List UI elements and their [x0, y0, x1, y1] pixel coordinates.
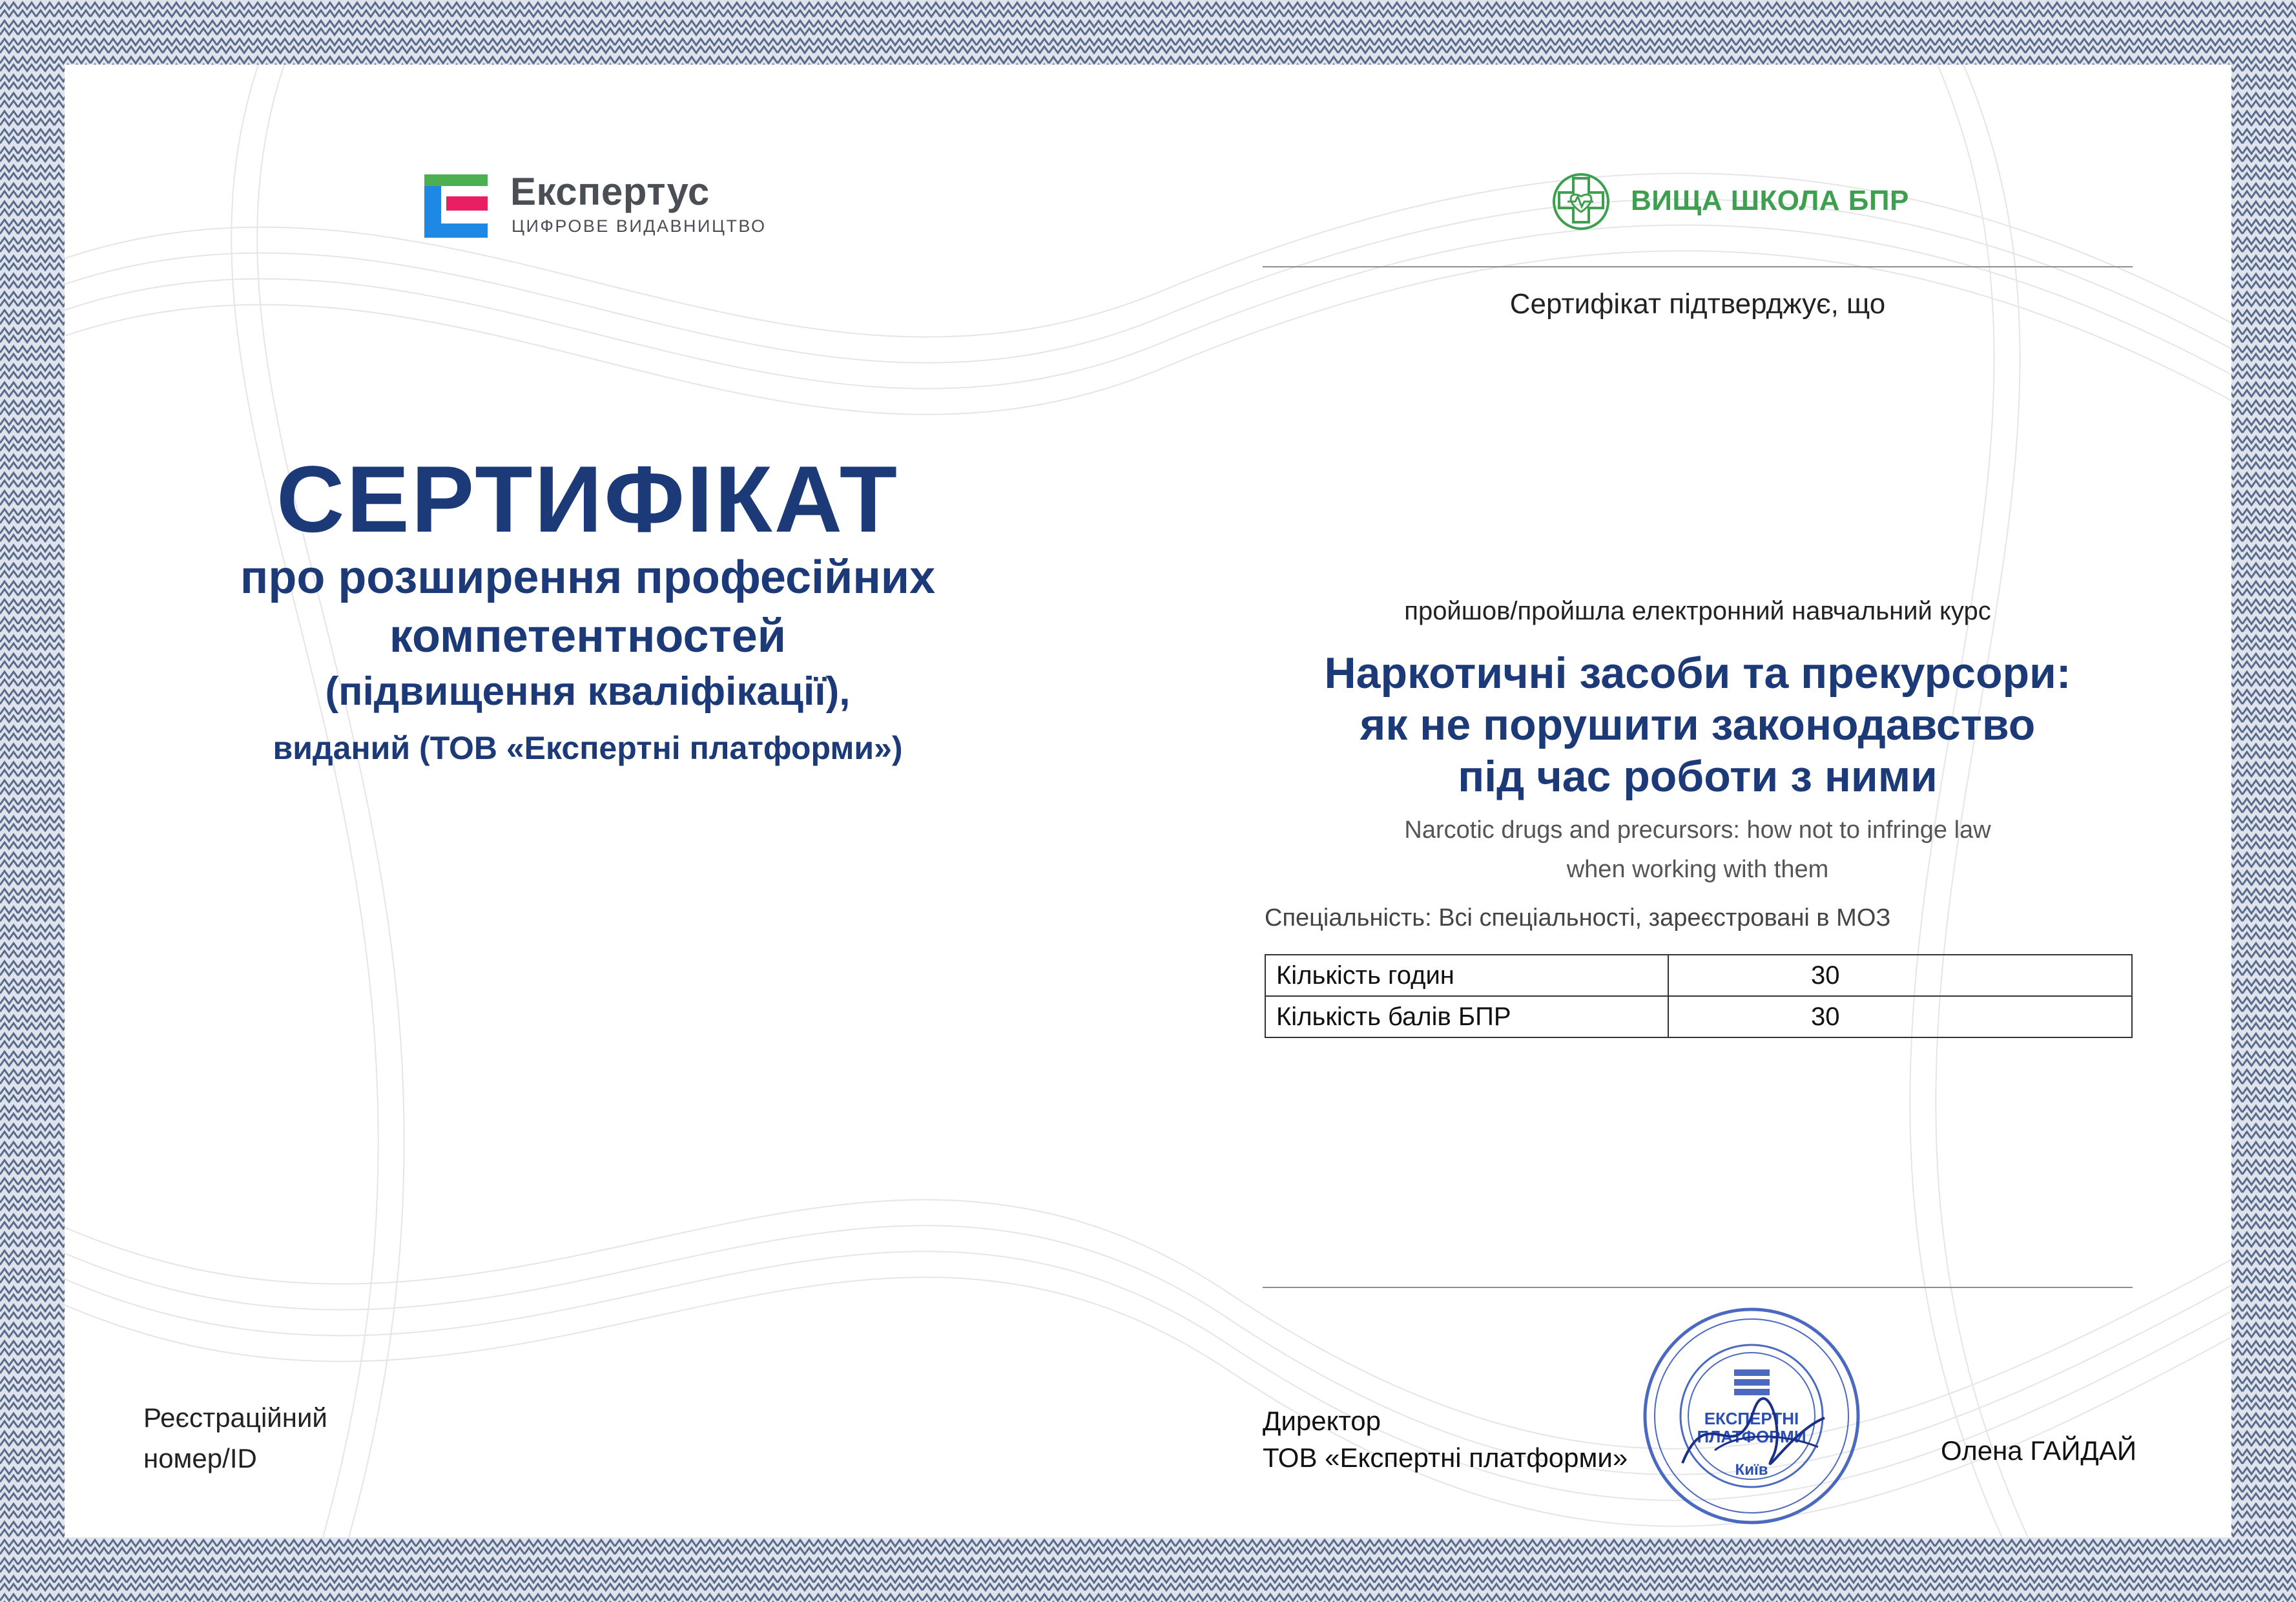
certificate-subtitle-line1: про розширення професійних [240, 552, 936, 603]
director-title [1263, 1403, 1628, 1476]
course-title-line: як не порушити законодавство [1360, 700, 2036, 750]
director-title-line1: Директор [1263, 1406, 1381, 1436]
course-title-en-line: Narcotic drugs and precursors: how not to infringe law [1404, 817, 1991, 844]
passed-text: пройшов/пройшла електронний навчальний курс [1404, 597, 1991, 625]
course-title-en-line: when working with them [1566, 855, 1829, 883]
course-title-line: під час роботи з ними [1458, 752, 1938, 802]
certificate-subtitle-line3: (підвищення кваліфікації), [325, 669, 851, 714]
course-title [1263, 647, 2133, 803]
registration-number [143, 1397, 327, 1479]
table-cell-label: Кількість годин [1265, 955, 1668, 996]
certificate-title: СЕРТИФІКАТ [276, 446, 900, 552]
registration-label-line2: номер/ID [143, 1443, 257, 1473]
stamp-center-text-2: ПЛАТФОРМИ [1697, 1427, 1806, 1446]
stamp-city: Київ [1735, 1461, 1768, 1479]
school-name: ВИЩА ШКОЛА БПР [1631, 185, 1909, 216]
table-cell-value: 30 [1668, 955, 2132, 996]
stamp-center-text: ЕКСПЕРТНІ [1704, 1409, 1799, 1428]
header-divider [1263, 266, 2133, 267]
specialty-text: Спеціальність: Всі спеціальності, зареєстровані в МОЗ [1265, 904, 1891, 931]
certificate-issued-by: виданий (ТОВ «Експертні платформи») [273, 730, 903, 767]
medical-cross-heart-icon [1552, 169, 1610, 234]
signature-divider [1263, 1287, 2133, 1288]
publisher-tagline: ЦИФРОВЕ ВИДАВНИЦТВО [512, 216, 767, 236]
registration-label-line1: Реєстраційний [143, 1402, 327, 1433]
director-name: Олена ГАЙДАЙ [1941, 1435, 2137, 1466]
course-title-line: Наркотичні засоби та прекурсори: [1324, 649, 2071, 698]
certificate-subtitle-line2: компетентностей [389, 610, 787, 662]
table-row [1265, 996, 2132, 1037]
hours-points-table [1265, 954, 2133, 1038]
table-cell-value: 30 [1668, 996, 2132, 1037]
official-stamp [1637, 1302, 1867, 1531]
course-title-english [1263, 811, 2133, 889]
expertus-logo-icon [424, 172, 502, 243]
certificate-title-block [174, 446, 1001, 767]
director-title-line2: ТОВ «Експертні платформи» [1263, 1442, 1628, 1473]
table-cell-label: Кількість балів БПР [1265, 996, 1668, 1037]
publisher-name: Експертус [510, 170, 710, 213]
confirm-text: Сертифікат підтверджує, що [1509, 288, 1886, 320]
table-row [1265, 955, 2132, 996]
